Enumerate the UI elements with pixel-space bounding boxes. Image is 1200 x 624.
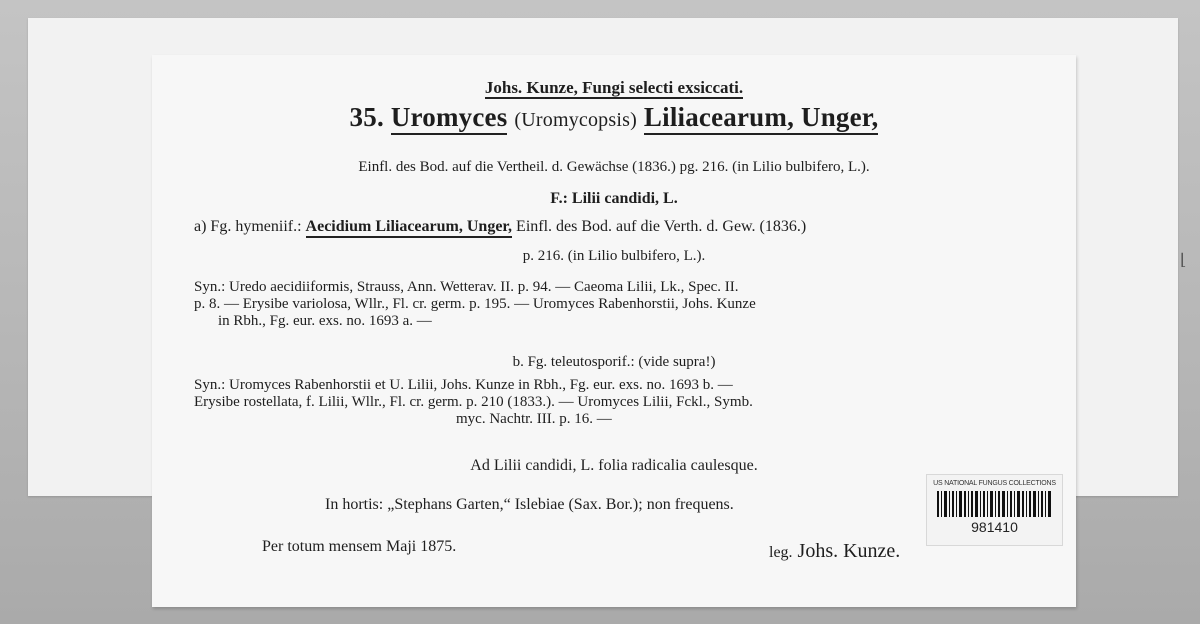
date-line: Per totum mensem Maji 1875. (262, 538, 457, 555)
aecidium-line (194, 218, 806, 236)
aecidium-name: Aecidium Liliacearum, Unger, (306, 218, 513, 238)
locality-line: In hortis: „Stephans Garten,“ Islebiae (Sax. Bor.); non frequens. (325, 496, 734, 513)
subgenus-name: (Uromycopsis) (514, 109, 637, 131)
forma-line: F.: Lilii candidi, L. (550, 190, 678, 207)
species-epithet: Liliacearum, Unger, (644, 102, 879, 135)
collector-line (769, 540, 900, 563)
synonym-line: p. 8. — Erysibe variolosa, Wllr., Fl. cr. germ. p. 195. — Uromyces Rabenhorstii, Johs. Kunze (194, 296, 756, 312)
aecidium-prefix: a) Fg. hymeniif.: (194, 218, 302, 235)
synonyms-block-2 (194, 377, 1019, 428)
host-line: Ad Lilii candidi, L. folia radicalia caulesque. (470, 457, 758, 474)
synonym-line: Syn.: Uredo aecidiiformis, Strauss, Ann. Wetterav. II. p. 94. — Caeoma Lilii, Lk., Spec. II. (194, 279, 739, 295)
series-title: Johs. Kunze, Fungi selecti exsiccati. (484, 78, 744, 97)
species-title (152, 102, 1076, 133)
barcode-number: 981410 (971, 519, 1018, 535)
synonyms-block-1 (194, 279, 1019, 330)
synonym-line: in Rbh., Fg. eur. exs. no. 1693 a. — (218, 313, 432, 329)
aecidium-ref-cont: p. 216. (in Lilio bulbifero, L.). (522, 248, 706, 264)
synonym-line: Erysibe rostellata, f. Lilii, Wllr., Fl. cr. germ. p. 210 (1833.). — Uromyces Lilii, Fckl., Symb. (194, 394, 753, 410)
aecidium-ref: Einfl. des Bod. auf die Verth. d. Gew. (1836.) (516, 218, 807, 235)
barcode-icon (937, 491, 1052, 517)
synonym-line: Syn.: Uromyces Rabenhorstii et U. Lilii, Johs. Kunze in Rbh., Fg. eur. exs. no. 1693 b. — (194, 377, 733, 393)
teleuto-line: b. Fg. teleutosporif.: (vide supra!) (512, 354, 716, 370)
edge-mark: ⌊ (1180, 252, 1187, 269)
exsiccata-number: 35. (349, 102, 384, 132)
reference-line: Einfl. des Bod. auf die Vertheil. d. Gewächse (1836.) pg. 216. (in Lilio bulbifero, L.). (358, 159, 870, 175)
genus-name: Uromyces (391, 102, 508, 135)
synonym-line: myc. Nachtr. III. p. 16. — (456, 411, 612, 427)
barcode-label (926, 474, 1063, 546)
barcode-header: US NATIONAL FUNGUS COLLECTIONS (933, 480, 1056, 487)
collector-name: Johs. Kunze. (797, 540, 901, 562)
collector-prefix: leg. (769, 544, 793, 561)
